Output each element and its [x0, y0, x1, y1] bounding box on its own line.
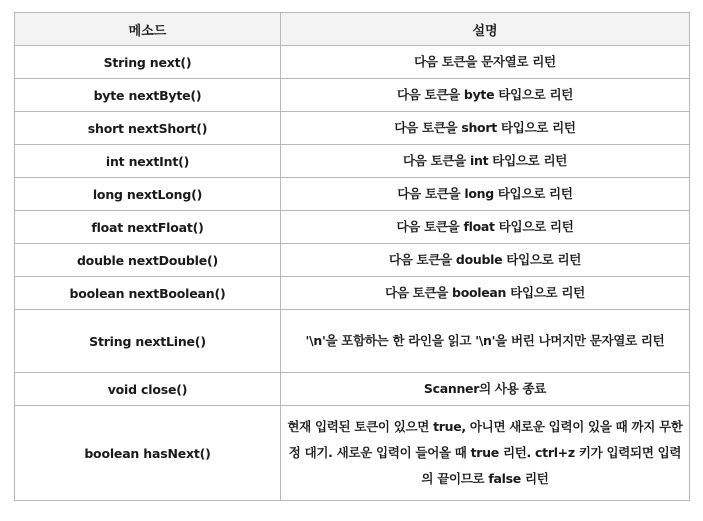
method-cell: String next() [15, 46, 281, 79]
table-row [15, 79, 690, 112]
description-cell: 다음 토큰을 int 타입으로 리턴 [281, 145, 690, 178]
method-cell: short nextShort() [15, 112, 281, 145]
table-row [15, 46, 690, 79]
description-cell: 다음 토큰을 boolean 타입으로 리턴 [281, 277, 690, 310]
description-cell: 다음 토큰을 float 타입으로 리턴 [281, 211, 690, 244]
table-row [15, 310, 690, 373]
description-cell: 다음 토큰을 byte 타입으로 리턴 [281, 79, 690, 112]
table-row [15, 244, 690, 277]
description-cell: 다음 토큰을 long 타입으로 리턴 [281, 178, 690, 211]
method-cell: byte nextByte() [15, 79, 281, 112]
table-row [15, 406, 690, 501]
table-row [15, 112, 690, 145]
method-cell: double nextDouble() [15, 244, 281, 277]
method-cell: float nextFloat() [15, 211, 281, 244]
header-description: 설명 [281, 13, 690, 46]
method-table-container [14, 12, 689, 501]
description-cell: 다음 토큰을 short 타입으로 리턴 [281, 112, 690, 145]
table-row [15, 373, 690, 406]
description-cell: 다음 토큰을 문자열로 리턴 [281, 46, 690, 79]
description-cell: '\n'을 포함하는 한 라인을 읽고 '\n'을 버린 나머지만 문자열로 리턴 [281, 310, 690, 373]
table-header-row [15, 13, 690, 46]
method-cell: long nextLong() [15, 178, 281, 211]
method-cell: void close() [15, 373, 281, 406]
method-cell: boolean hasNext() [15, 406, 281, 501]
description-cell: 현재 입력된 토큰이 있으면 true, 아니면 새로운 입력이 있을 때 까지 무한정 대기. 새로운 입력이 들어올 때 true 리턴. ctrl+z 키가 입력되면 입력의 끝이므로 false 리턴 [281, 406, 690, 501]
header-method: 메소드 [15, 13, 281, 46]
table-row [15, 211, 690, 244]
scanner-methods-table [14, 12, 690, 501]
table-row [15, 277, 690, 310]
table-row [15, 145, 690, 178]
method-cell: String nextLine() [15, 310, 281, 373]
method-cell: boolean nextBoolean() [15, 277, 281, 310]
description-cell: Scanner의 사용 종료 [281, 373, 690, 406]
description-cell: 다음 토큰을 double 타입으로 리턴 [281, 244, 690, 277]
method-cell: int nextInt() [15, 145, 281, 178]
table-row [15, 178, 690, 211]
